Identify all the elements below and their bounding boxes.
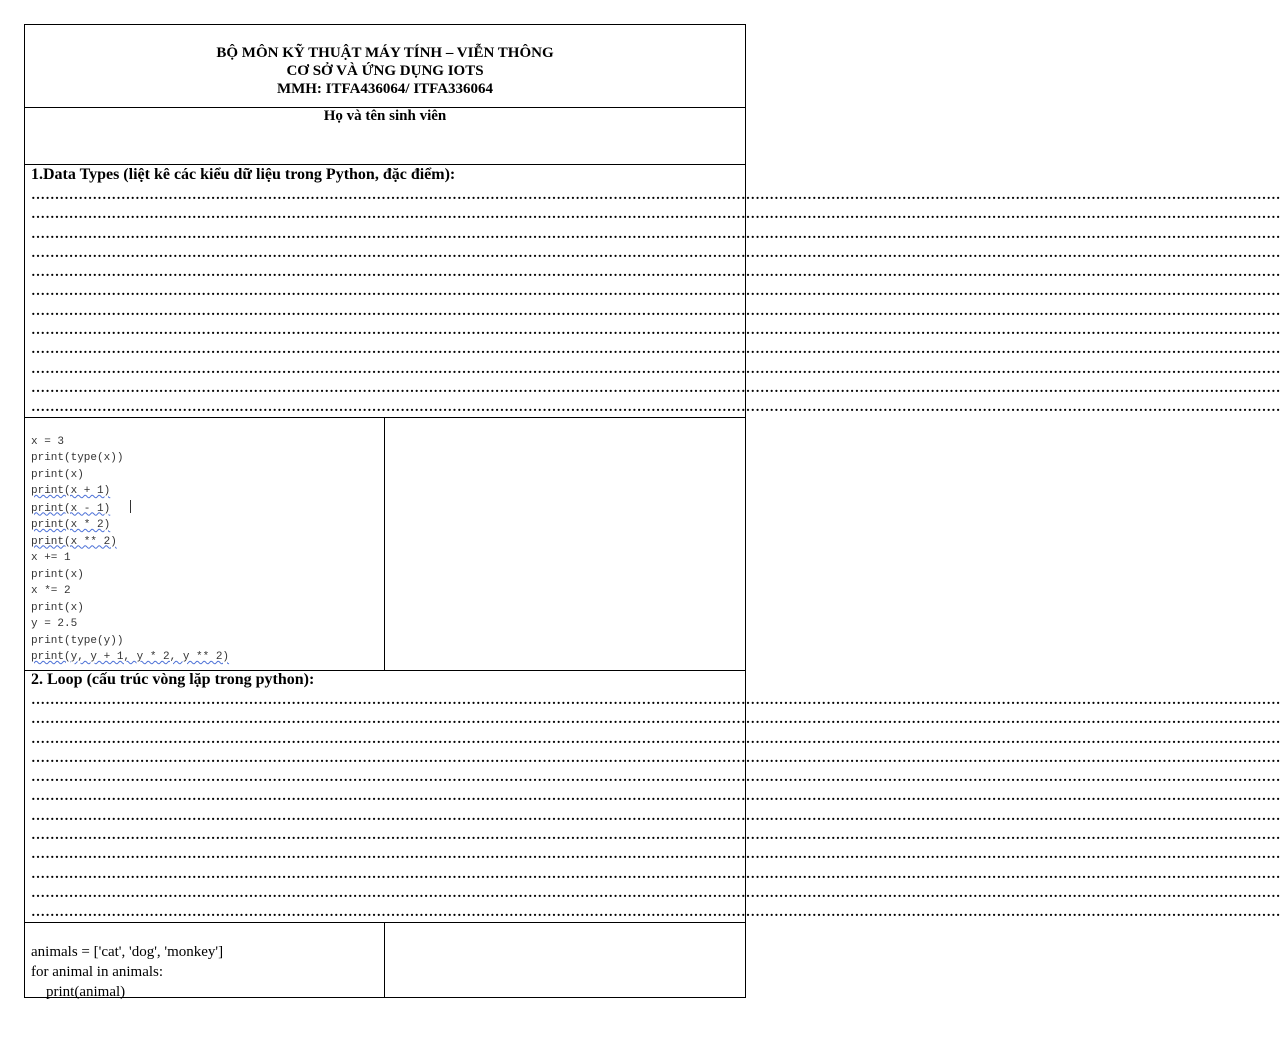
code-line: print(y, y + 1, y * 2, y ** 2) (31, 651, 230, 663)
code-line: print(x) (31, 468, 84, 481)
code-line: for animal in animals: (31, 964, 164, 980)
code-line: x *= 2 (31, 585, 71, 597)
section1-title: 1.Data Types (liệt kê các kiểu dữ liệu trong Python, đặc điểm): (31, 166, 456, 183)
section1-answer-lines: ………………………………………………………………………………………………………………………………………………………………………………………………………………………………………… ………………………………………………………………………………………………………………………………………………………………………………………………………………………………………… ………………………………………………………………………………………………………………………………………………………………………………………………………………………………………… ………………………………………………………………………………………………………………………………………………………………………………………………………………………………………… ………………………………………………………………………………………………………………………………………………………………………………………………………………………………………… ………………………………………………………………………………………………………………………………………………………………………………………………………………………………………… ………………………………………………………………………………………………………………………………………………………………………………………………………………………………………… ………………………………………………………………………………………………………………………………………………………………………………………………………………………………………… ………………………………………………………………………………………………………………………………………………………………………………………………………………………………………… ………………………………………………………………………………………………………………………………………………………………………………………………………………………………………… ………………………………………………………………………………………………………………………………………………………………………………………………………………………………………… ………………………………………………………………………………………………………………………………………………………………………………………………………………………………………… (31, 188, 1281, 416)
code-line: print(type(y)) (31, 634, 124, 647)
section2-answer-lines: ………………………………………………………………………………………………………………………………………………………………………………………………………………………………………… ………………………………………………………………………………………………………………………………………………………………………………………………………………………………………… ………………………………………………………………………………………………………………………………………………………………………………………………………………………………………… ………………………………………………………………………………………………………………………………………………………………………………………………………………………………………… ………………………………………………………………………………………………………………………………………………………………………………………………………………………………………… ………………………………………………………………………………………………………………………………………………………………………………………………………………………………………… ………………………………………………………………………………………………………………………………………………………………………………………………………………………………………… ………………………………………………………………………………………………………………………………………………………………………………………………………………………………………… ………………………………………………………………………………………………………………………………………………………………………………………………………………………………………… ………………………………………………………………………………………………………………………………………………………………………………………………………………………………………… ………………………………………………………………………………………………………………………………………………………………………………………………………………………………………… ………………………………………………………………………………………………………………………………………………………………………………………………………………………………………… (31, 693, 1281, 921)
section1-code (31, 417, 229, 699)
student-name-label: Họ và tên sinh viên (323, 108, 447, 124)
code-line: print(x ** 2) (31, 535, 117, 548)
code-line: print(x + 1) (31, 485, 111, 497)
section2-code (31, 922, 223, 1042)
course-title: CƠ SỞ VÀ ỨNG DỤNG IOTS (286, 63, 484, 79)
text-cursor (130, 500, 131, 513)
section2-title: 2. Loop (cấu trúc vòng lặp trong python): (31, 671, 315, 688)
code-line: x += 1 (31, 552, 71, 564)
code-line: y = 2.5 (31, 618, 78, 630)
course-code: MMH: ITFA436064/ ITFA336064 (276, 81, 494, 97)
code-line: print(x * 2) (31, 519, 111, 531)
code-line: print(animal) (31, 984, 126, 1000)
department-title: BỘ MÔN KỸ THUẬT MÁY TÍNH – VIỄN THÔNG (216, 45, 554, 61)
code-line-with-caret: print(x - 1) (31, 500, 229, 518)
code-line: print(type(x)) (31, 452, 124, 464)
code-line: animals = ['cat', 'dog', 'monkey'] (31, 944, 224, 960)
code-line: print(x) (31, 601, 84, 614)
code-line: x = 3 (31, 435, 65, 448)
student-name-row (25, 107, 745, 165)
code-line: print(x) (31, 568, 84, 581)
document-header (25, 25, 745, 107)
worksheet (24, 24, 1281, 1000)
